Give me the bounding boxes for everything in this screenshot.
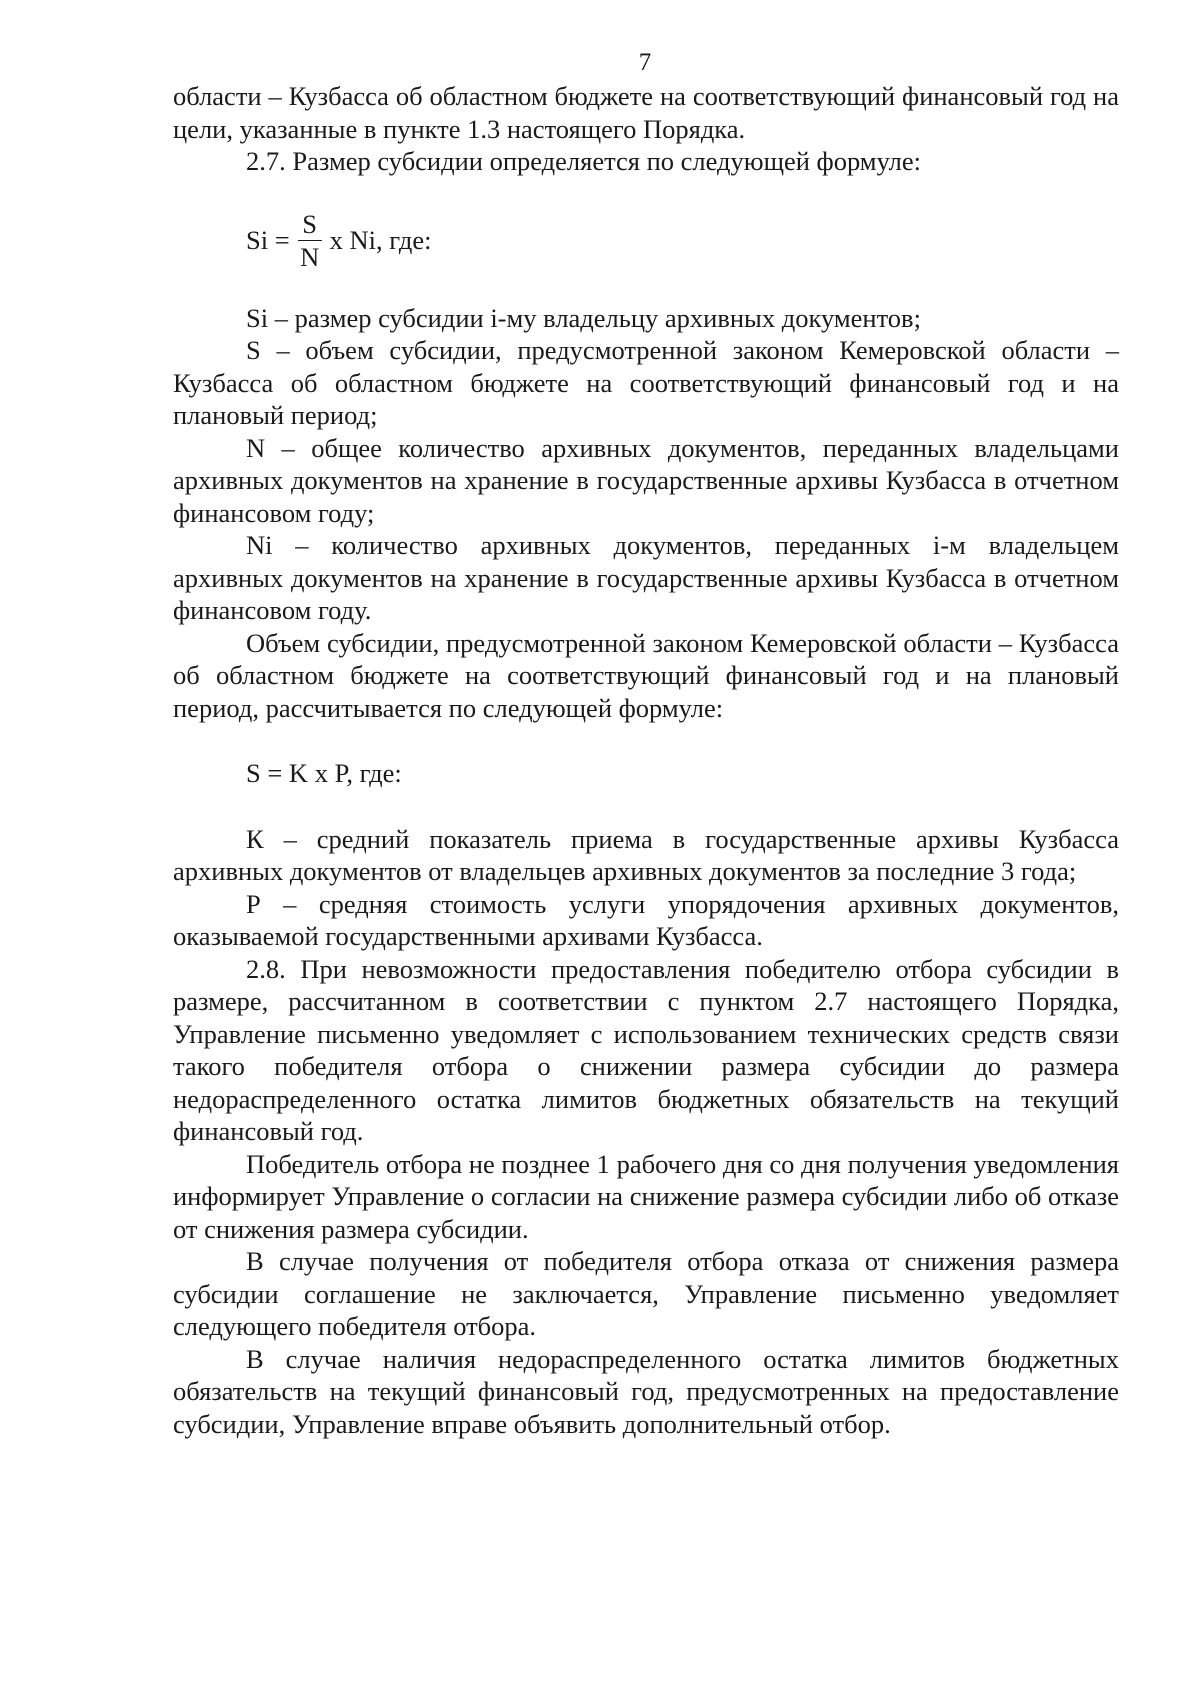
formula-rhs: x Ni, где: (329, 224, 432, 255)
paragraph-2-8: 2.8. При невозможности предоставления победителю отбора субсидии в размере, рассчитанном в соответствии с пунктом 2.7 настоящего Порядка, Управление письменно уведомляет с использованием технических средств связи такого победителя отбора о снижении размера субсидии до размера недораспределенного остатка лимитов бюджетных обязательств на текущий финансовый год. (173, 953, 1119, 1146)
document-body (173, 80, 1119, 1440)
formula-fraction (298, 208, 322, 273)
paragraph-2-7: 2.7. Размер субсидии определяется по следующей формуле: (246, 146, 922, 176)
paragraph-subsidy-volume: Объем субсидии, предусмотренной законом Кемеровской области – Кузбасса об областном бюджете на соответствующий финансовый год и на плановый период, рассчитывается по следующей формуле: (173, 627, 1119, 723)
paragraph-continuation: области – Кузбасса об областном бюджете на соответствующий финансовый год на цели, указанные в пункте 1.3 настоящего Порядка. (173, 81, 1119, 144)
fraction-denominator: N (300, 241, 320, 272)
formula-s-equals-kp: S = K x P, где: (246, 758, 402, 788)
formula-subsidy-volume (173, 757, 1119, 790)
page-number: 7 (638, 49, 652, 76)
definition-si: Si – размер субсидии i-му владельцу архивных документов; (246, 302, 921, 333)
paragraph-additional-selection: В случае наличия недораспределенного остатка лимитов бюджетных обязательств на текущий финансовый год, предусмотренных на предоставление субсидии, Управление вправе объявить дополнительный отбор. (173, 1343, 1119, 1439)
formula-subsidy-size (173, 194, 1119, 286)
definition-s: S – объем субсидии, предусмотренной законом Кемеровской области – Кузбасса об областном бюджете на соответствующий финансовый год и на плановый период; (173, 335, 1119, 430)
definition-n: N – общее количество архивных документов, переданных владельцами архивных документов на хранение в государственные архивы Кузбасса в отчетном финансовом году; (173, 432, 1119, 528)
fraction-numerator: S (302, 208, 318, 239)
formula-lhs: Si = (246, 224, 290, 255)
definition-ni: Ni – количество архивных документов, переданных i-м владельцем архивных документов на хранение в государственные архивы Кузбасса в отчетном финансовом году. (173, 530, 1119, 625)
definition-p: Р – средняя стоимость услуги упорядочения архивных документов, оказываемой государственными архивами Кузбасса. (173, 888, 1119, 951)
paragraph-refusal: В случае получения от победителя отбора отказа от снижения размера субсидии соглашение не заключается, Управление письменно уведомляет следующего победителя отбора. (173, 1246, 1119, 1341)
paragraph-winner-notice: Победитель отбора не позднее 1 рабочего дня со дня получения уведомления информирует Управление о согласии на снижение размера субсидии либо об отказе от снижения размера субсидии. (173, 1148, 1119, 1244)
definition-k: К – средний показатель приема в государственные архивы Кузбасса архивных документов от владельцев архивных документов за последние 3 года; (173, 823, 1119, 886)
